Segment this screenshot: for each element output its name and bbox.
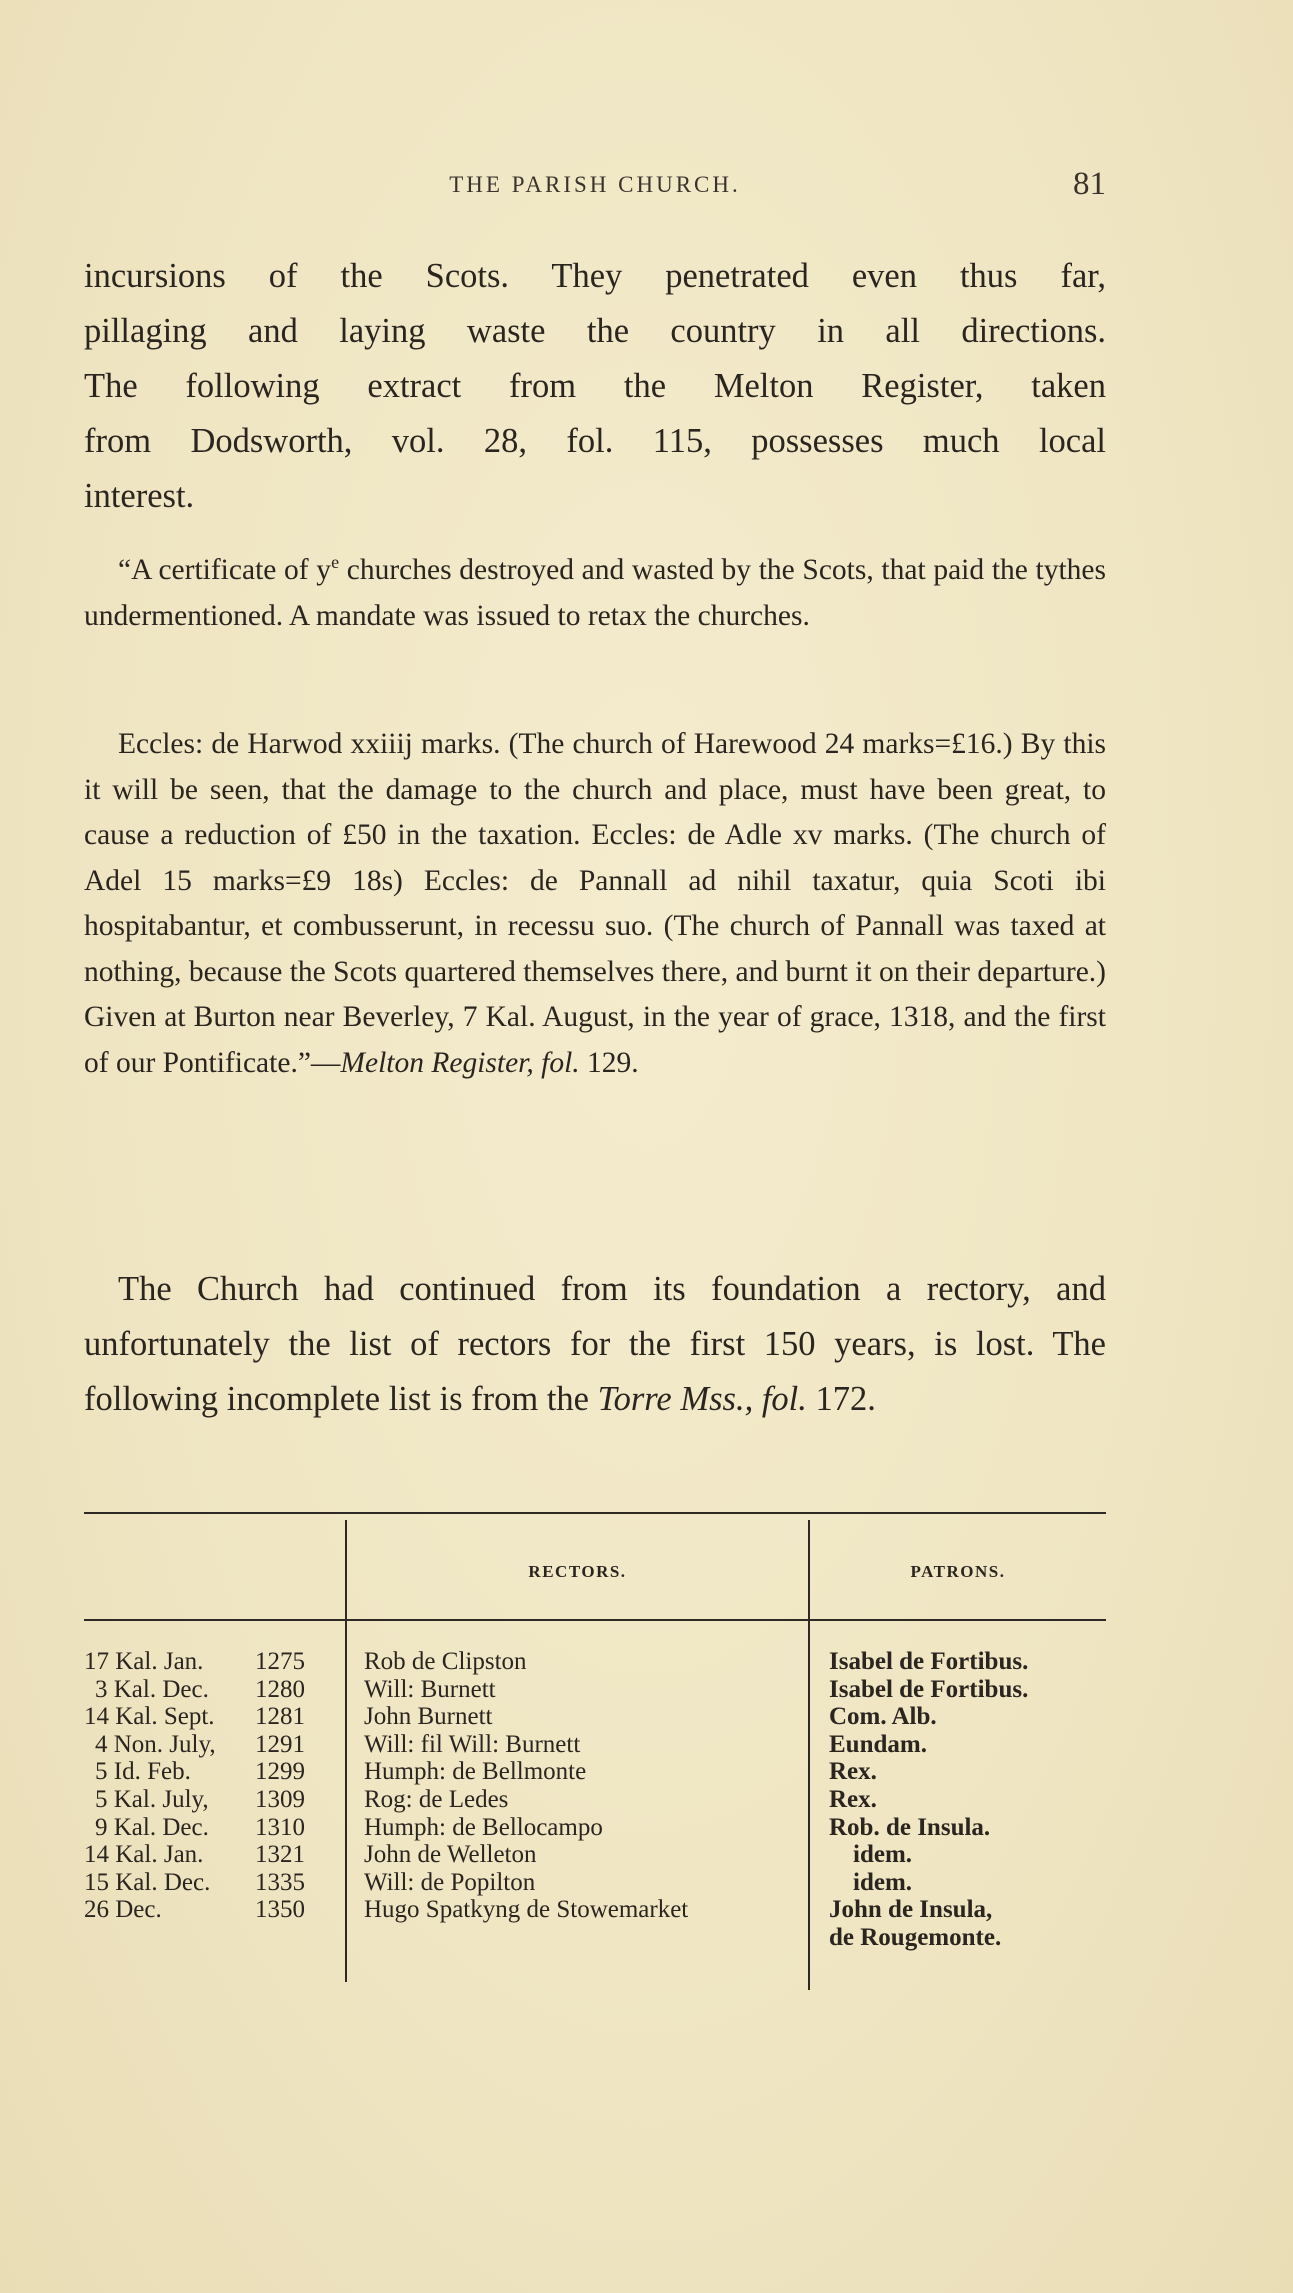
table-row <box>84 1814 323 1842</box>
quote-superscript: e <box>331 552 340 573</box>
rector-entry: Will: Burnett <box>364 1675 496 1703</box>
paragraph-citation: Torre Mss., fol. <box>597 1380 807 1418</box>
patron-entry: Isabel de Fortibus. <box>829 1648 1029 1675</box>
table-row <box>84 1758 323 1786</box>
paragraph-citation-end: 172. <box>806 1380 876 1418</box>
quote-text: “A certificate of y <box>118 554 332 586</box>
date-day: 5 Id. Feb. <box>95 1758 191 1786</box>
quote-text-continued: churches destroyed and wasted by the Scots, that paid the tythes undermentioned. A mandate was issued to retax the churches. <box>84 554 1107 632</box>
table-row <box>84 1869 323 1897</box>
running-head: THE PARISH CHURCH. <box>449 172 741 197</box>
table-row <box>84 1676 323 1704</box>
date-day: 14 Kal. Jan. <box>84 1841 204 1869</box>
rector-entry: John de Welleton <box>364 1841 537 1869</box>
date-day: 26 Dec. <box>84 1896 162 1924</box>
patron-entry: Isabel de Fortibus. <box>829 1675 1029 1703</box>
rector-entry: Rob de Clipston <box>364 1648 527 1675</box>
opening-paragraph <box>84 249 1106 524</box>
dates-column <box>84 1648 323 1924</box>
patron-entry: Rex. <box>829 1785 877 1813</box>
date-day: 15 Kal. Dec. <box>84 1868 211 1896</box>
paragraph-text: The Church had continued from its foundation a rectory, and unfortunately the list of rectors for the first 150 years, is lost. The following incomplete list is from the <box>84 1270 1106 1418</box>
paragraph-line: pillaging and laying waste the country in all directions. <box>84 312 1106 350</box>
table-row <box>84 1648 323 1676</box>
table-row <box>84 1731 323 1759</box>
patron-entry: Rob. de Insula. <box>829 1813 991 1841</box>
quote-eccles <box>84 722 1106 1086</box>
date-year: 1291 <box>255 1730 305 1758</box>
date-day: 4 Non. July, <box>95 1730 216 1758</box>
rector-entry: Humph: de Bellocampo <box>364 1813 603 1841</box>
rector-entry: Will: fil Will: Burnett <box>364 1730 581 1758</box>
date-year: 1309 <box>255 1785 305 1813</box>
patron-entry: idem. <box>853 1841 913 1869</box>
page-number: 81 <box>1073 166 1106 202</box>
table-row <box>84 1786 323 1814</box>
patron-entry: Eundam. <box>829 1730 927 1758</box>
paragraph-line: incursions of the Scots. They penetrated even thus far, <box>84 257 1106 295</box>
patrons-header: PATRONS. <box>910 1562 1006 1581</box>
table-row <box>84 1841 323 1869</box>
table-top-rule <box>84 1512 1106 1514</box>
paragraph-line: interest. <box>84 477 195 515</box>
table-column-rule <box>345 1520 347 1982</box>
date-year: 1335 <box>255 1868 305 1896</box>
rector-entry: Humph: de Bellmonte <box>364 1758 587 1786</box>
date-year: 1310 <box>255 1813 305 1841</box>
date-year: 1280 <box>255 1675 305 1703</box>
rector-entry: Hugo Spatkyng de Stowemarket <box>364 1896 689 1924</box>
table-row <box>84 1703 323 1731</box>
paragraph-line: from Dodsworth, vol. 28, fol. 115, possesses much local <box>84 422 1106 460</box>
page-header <box>84 166 1106 212</box>
patron-entry: Com. Alb. <box>829 1703 937 1731</box>
quote-text: Eccles: de Harwod xxiiij marks. (The church of Harewood 24 marks=£16.) By this it will be seen, that the damage to the church and place, must have been great, to cause a reduction of £50 in the taxation. Eccles: de Adle xv marks. (The church of Adel 15 marks=£9 18s) Eccles: de Pannall ad nihil taxatur, quia Scoti ibi hospitabantur, et combusserunt, in recessu suo. (The church of Pannall was taxed at nothing, because the Scots quartered themselves there, and burnt it on their departure.) Given at Burton near Beverley, 7 Kal. August, in the year of grace, 1318, and the first of our Pontificate.”— <box>84 728 1106 1079</box>
date-year: 1350 <box>255 1896 305 1924</box>
patron-entry: John de Insula, <box>829 1896 993 1924</box>
table-row <box>84 1896 323 1924</box>
table-header-rule <box>84 1619 1106 1621</box>
rectors-column <box>364 1648 884 1924</box>
date-day: 14 Kal. Sept. <box>84 1703 215 1731</box>
rector-entry: Will: de Popilton <box>364 1868 536 1896</box>
quote-citation-end: 129. <box>579 1046 639 1079</box>
patron-entry: Rex. <box>829 1758 877 1786</box>
date-day: 5 Kal. July, <box>95 1785 209 1813</box>
date-year: 1299 <box>255 1758 305 1786</box>
date-year: 1281 <box>255 1703 305 1731</box>
quote-certificate <box>84 548 1106 639</box>
rectors-table <box>84 1512 1106 1982</box>
date-day: 3 Kal. Dec. <box>95 1675 209 1703</box>
rectors-paragraph <box>84 1262 1106 1427</box>
patron-entry: de Rougemonte. <box>829 1923 1002 1951</box>
patrons-column <box>829 1648 1106 1952</box>
rector-entry: John Burnett <box>364 1703 493 1731</box>
quote-citation: Melton Register, fol. <box>340 1046 580 1079</box>
date-day: 17 Kal. Jan. <box>84 1648 204 1675</box>
rectors-header: RECTORS. <box>528 1562 627 1581</box>
date-year: 1275 <box>255 1648 305 1675</box>
paragraph-line: The following extract from the Melton Register, taken <box>84 367 1106 405</box>
date-day: 9 Kal. Dec. <box>95 1813 209 1841</box>
patron-entry: idem. <box>853 1868 913 1896</box>
rector-entry: Rog: de Ledes <box>364 1785 509 1813</box>
date-year: 1321 <box>255 1841 305 1869</box>
